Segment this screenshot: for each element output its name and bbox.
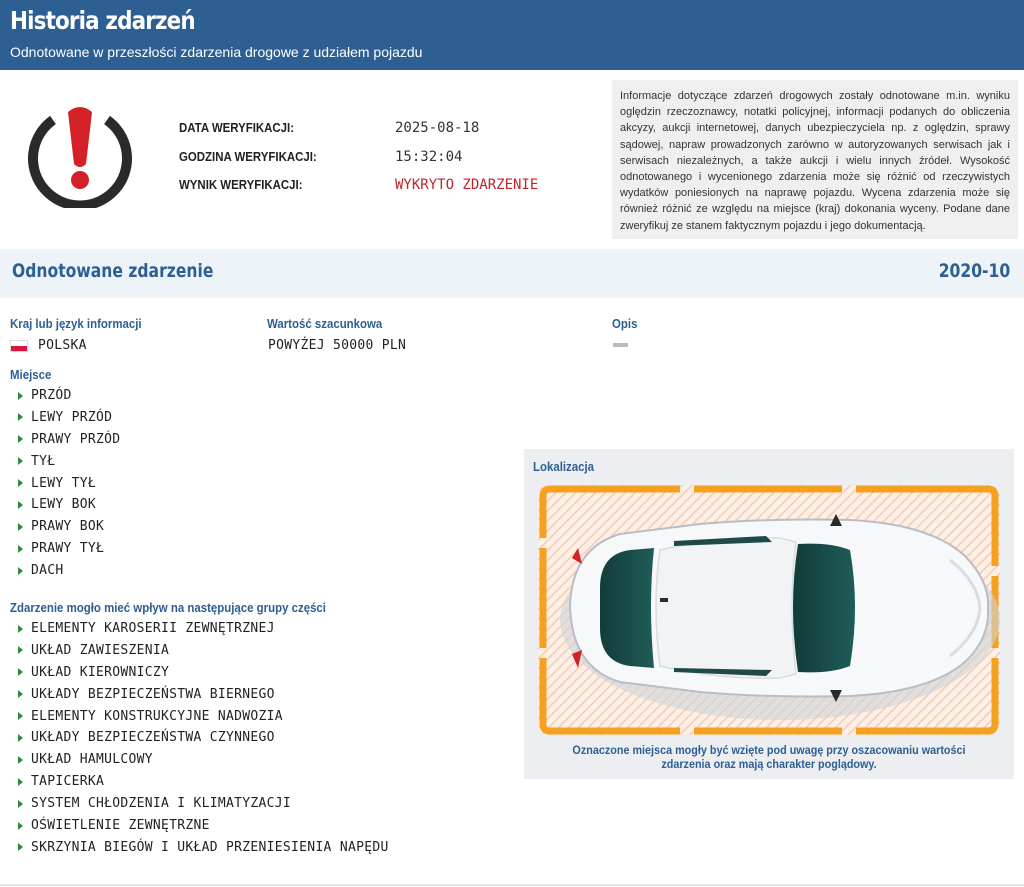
list-item: UKŁADY BEZPIECZEŃSTWA BIERNEGO [18,684,389,706]
list-item: ELEMENTY KONSTRUKCYJNE NADWOZIA [18,706,389,728]
parts-label: Zdarzenie mogło mieć wpływ na następujące grupy części [10,600,326,615]
description-label: Opis [612,316,638,331]
poland-flag-icon [10,340,28,352]
list-item: TYŁ [18,451,120,473]
page-subtitle: Odnotowane w przeszłości zdarzenia drogowe z udziałem pojazdu [10,44,423,60]
list-item: OŚWIETLENIE ZEWNĘTRZNE [18,815,389,837]
verification-date-label: DATA WERYFIKACJI: [179,120,295,135]
list-item: LEWY BOK [18,494,120,516]
bullet-arrow-icon [18,800,23,808]
bullet-arrow-icon [18,822,23,830]
verification-time-value: 15:32:04 [395,149,463,165]
bullet-arrow-icon [18,523,23,531]
bottom-divider [0,884,1024,886]
bullet-arrow-icon [18,668,23,676]
list-item: PRZÓD [18,385,120,407]
list-item: PRAWY BOK [18,516,120,538]
list-item: UKŁAD HAMULCOWY [18,749,389,771]
bullet-arrow-icon [18,843,23,851]
car-damage-diagram [530,478,1008,742]
description-empty-dash [613,343,628,347]
country-label: Kraj lub język informacji [10,316,142,331]
list-item: ELEMENTY KAROSERII ZEWNĘTRZNEJ [18,618,389,640]
place-label: Miejsce [10,367,52,382]
page-title: Historia zdarzeń [10,6,195,35]
list-item: SKRZYNIA BIEGÓW I UKŁAD PRZENIESIENIA NAPĘDU [18,837,389,859]
list-item: SYSTEM CHŁODZENIA I KLIMATYZACJI [18,793,389,815]
list-item: UKŁAD KIEROWNICZY [18,662,389,684]
page-header [0,0,1024,70]
bullet-arrow-icon [18,413,23,421]
verification-date-value: 2025-08-18 [395,120,480,136]
bullet-arrow-icon [18,756,23,764]
event-section-title: Odnotowane zdarzenie [12,260,214,282]
list-item: UKŁADY BEZPIECZEŃSTWA CZYNNEGO [18,727,389,749]
localization-caption: Oznaczone miejsca mogły być wzięte pod uwagę przy oszacowaniu wartości zdarzenia oraz mają charakter poglądowy. [572,743,966,771]
list-item: LEWY PRZÓD [18,407,120,429]
country-value: POLSKA [38,338,87,353]
info-disclaimer: Informacje dotyczące zdarzeń drogowych zostały odnotowane m.in. wyniku oględzin rzeczoznawcy, notatki policyjnej, informacji podanych do obliczenia akcyzy, aukcji internetowej, danych ubezpieczyciela np. z oględzin, sprawy sądowej, napraw prowadzonych zarówno w autoryzowanych serwisach jak i serwisach niezależnych, a także aukcji i wielu innych źródeł. Wysokość odnotowanego i wycenionego zdarzenia może się różnić od rzeczywistych wydatków poniesionych na naprawę pojazdu. Wycena zdarzenia może się również różnić ze względu na miejsce (kraj) dokonania wyceny. Podane dane zweryfikuj ze stanem faktycznym pojazdu i jego dokumentacją. [612,80,1018,239]
bullet-arrow-icon [18,712,23,720]
bullet-arrow-icon [18,646,23,654]
list-item: TAPICERKA [18,771,389,793]
list-item: UKŁAD ZAWIESZENIA [18,640,389,662]
list-item: DACH [18,560,120,582]
alert-exclamation-icon [28,104,132,208]
bullet-arrow-icon [18,778,23,786]
list-item: PRAWY TYŁ [18,538,120,560]
bullet-arrow-icon [18,392,23,400]
verification-result-label: WYNIK WERYFIKACJI: [179,177,303,192]
bullet-arrow-icon [18,567,23,575]
parts-list [18,618,389,859]
place-list [18,385,120,582]
bullet-arrow-icon [18,625,23,633]
bullet-arrow-icon [18,479,23,487]
bullet-arrow-icon [18,690,23,698]
value-value: POWYŻEJ 50000 PLN [268,338,407,353]
bullet-arrow-icon [18,501,23,509]
event-date: 2020-10 [938,260,1010,282]
bullet-arrow-icon [18,435,23,443]
bullet-arrow-icon [18,734,23,742]
localization-panel [524,449,1014,779]
list-item: LEWY TYŁ [18,473,120,495]
bullet-arrow-icon [18,457,23,465]
verification-result-value: WYKRYTO ZDARZENIE [395,177,539,193]
bullet-arrow-icon [18,545,23,553]
verification-time-label: GODZINA WERYFIKACJI: [179,149,317,164]
localization-title: Lokalizacja [533,459,595,474]
value-label: Wartość szacunkowa [267,316,383,331]
list-item: PRAWY PRZÓD [18,429,120,451]
